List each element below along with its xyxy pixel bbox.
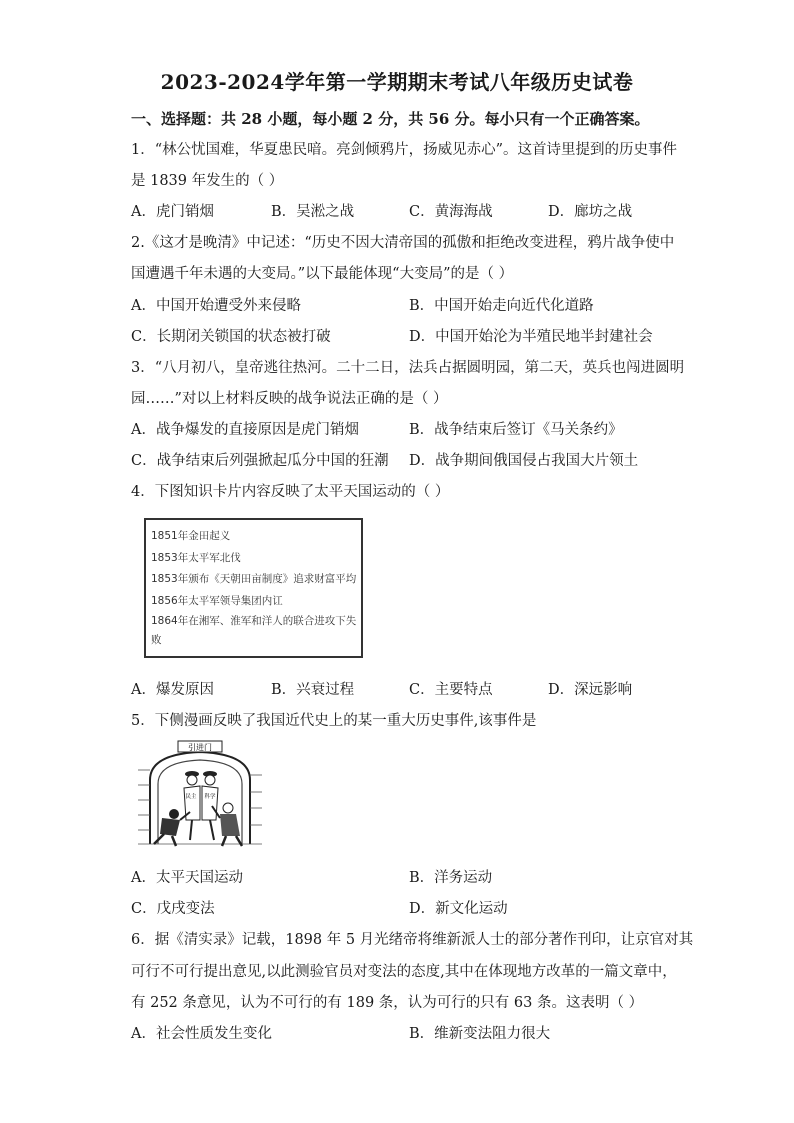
q3-stem-line-1: 3．“八月初八，皇帝逃往热河。二十二日，法兵占据圆明园，第二天，英兵也闯进圆明: [131, 360, 685, 376]
cartoon-sign-text: 引进门: [188, 743, 212, 752]
q5-option-c[interactable]: C．戊戌变法: [131, 901, 215, 917]
q3-option-b[interactable]: B．战争结束后签订《马关条约》: [409, 422, 623, 438]
q3-option-c[interactable]: C．战争结束后列强掀起瓜分中国的狂潮: [131, 453, 389, 469]
q6-stem-line-2: 可行不可行提出意见,以此测验官员对变法的态度,其中在体现地方改革的一篇文章中，: [131, 964, 677, 980]
q4-option-b[interactable]: B．兴衰过程: [271, 682, 355, 698]
card-line: 1864年在湘军、淮军和洋人的联合进攻下失败: [151, 615, 357, 646]
exam-title: 2023-2024学年第一学期期末考试八年级历史试卷: [160, 70, 634, 94]
q6-stem-line-3: 有 252 条意见，认为不可行的有 189 条，认为可行的只有 63 条。这表明（ ）: [131, 995, 644, 1011]
q5-option-d[interactable]: D．新文化运动: [409, 901, 508, 917]
q2-option-c[interactable]: C．长期闭关锁国的状态被打破: [131, 329, 331, 345]
q1-option-d[interactable]: D．廊坊之战: [548, 204, 633, 220]
q2-option-a[interactable]: A．中国开始遭受外来侵略: [131, 298, 301, 314]
q4-option-a[interactable]: A．爆发原因: [131, 682, 214, 698]
q5-stem: 5．下侧漫画反映了我国近代史上的某一重大历史事件,该事件是: [131, 713, 537, 729]
q2-option-b[interactable]: B．中国开始走向近代化道路: [409, 298, 594, 314]
q2-option-d[interactable]: D．中国开始沦为半殖民地半封建社会: [409, 329, 653, 345]
q6-option-b[interactable]: B．维新变法阻力很大: [409, 1026, 551, 1042]
q1-option-a[interactable]: A．虎门销烟: [131, 204, 214, 220]
q6-stem-line-1: 6．据《清实录》记载，1898 年 5 月光绪帝将维新派人士的部分著作刊印，让京官对其: [131, 932, 694, 948]
q1-option-c[interactable]: C．黄海海战: [409, 204, 493, 220]
cartoon-illustration: [136, 740, 264, 848]
q4-option-d[interactable]: D．深远影响: [548, 682, 633, 698]
q2-stem-line-2: 国遭遇千年未遇的大变局。”以下最能体现“大变局”的是（ ）: [131, 266, 514, 282]
section-heading: 一、选择题：共 28 小题，每小题 2 分，共 56 分。每小只有一个正确答案。: [131, 110, 650, 128]
q5-option-b[interactable]: B．洋务运动: [409, 870, 493, 886]
card-line: 1856年太平军领导集团内讧: [151, 594, 283, 607]
cartoon-tag-right: 科学: [204, 794, 216, 800]
q5-option-a[interactable]: A．太平天国运动: [131, 870, 243, 886]
card-line: 1853年太平军北伐: [151, 551, 241, 564]
q3-option-d[interactable]: D．战争期间俄国侵占我国大片领土: [409, 453, 639, 469]
card-line: 1853年颁布《天朝田亩制度》追求财富平均: [151, 573, 357, 585]
knowledge-card: [144, 518, 363, 658]
q1-option-b[interactable]: B．吴淞之战: [271, 204, 355, 220]
q1-stem-line-2: 是 1839 年发生的（ ）: [131, 173, 284, 189]
q3-stem-line-2: 园……”对以上材料反映的战争说法正确的是（ ）: [131, 391, 448, 407]
cartoon-tag-left: 民主: [185, 794, 197, 800]
q3-option-a[interactable]: A．战争爆发的直接原因是虎门销烟: [131, 422, 359, 438]
q4-option-c[interactable]: C．主要特点: [409, 682, 493, 698]
q4-stem: 4．下图知识卡片内容反映了太平天国运动的（ ）: [131, 484, 450, 500]
card-line: 1851年金田起义: [151, 530, 231, 542]
q6-option-a[interactable]: A．社会性质发生变化: [131, 1026, 272, 1042]
q2-stem-line-1: 2.《这才是晚清》中记述：“历史不因大清帝国的孤傲和拒绝改变进程，鸦片战争使中: [131, 235, 675, 251]
q1-stem-line-1: 1．“林公忧国难，华夏患民喑。亮剑倾鸦片，扬威见赤心”。这首诗里提到的历史事件: [131, 142, 678, 158]
